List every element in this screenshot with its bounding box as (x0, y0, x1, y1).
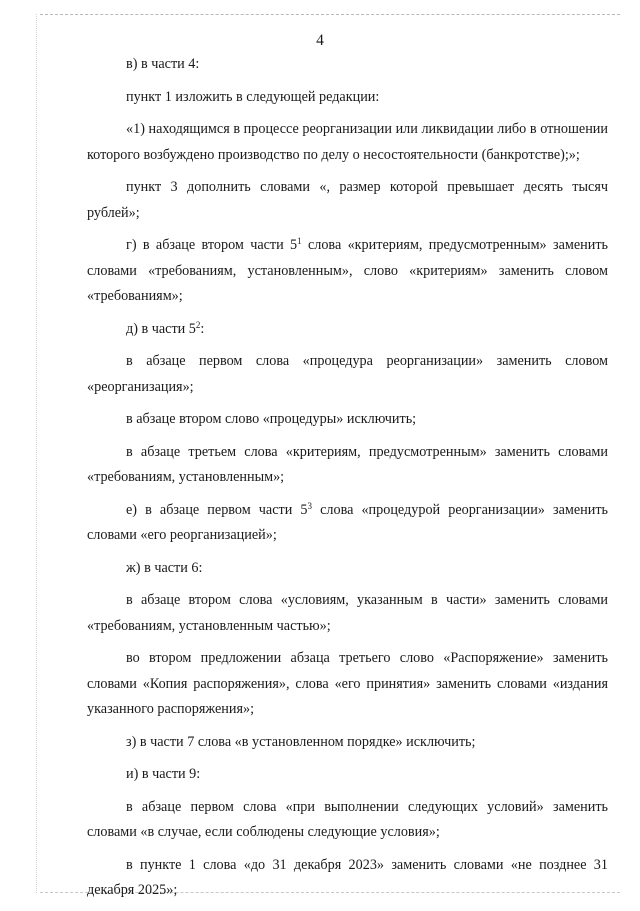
paragraph-point-1-new-edition: пункт 1 изложить в следующей редакции: (126, 88, 380, 105)
paragraph-text: д) в части 5 (126, 320, 196, 337)
superscript: 3 (307, 500, 312, 511)
paragraph-text: слова «критериям, предусмотренным» заменить словами «требованиям, установленным», слово «критериям» заменить словом «требованиям»; (87, 237, 609, 304)
superscript: 1 (297, 236, 302, 246)
paragraph-part-9-point-1: в пункте 1 слова «до 31 декабря 2023» заменить словами «не позднее 31 декабря 2025»; (87, 856, 608, 898)
paragraph-g-part-5-1 (87, 233, 608, 310)
document-body (87, 52, 608, 911)
paragraph-point-1-text: «1) находящимся в процессе реорганизации или ликвидации либо в отношении которого возбуждено производство по делу о несостоятельности (банкротстве);»; (87, 121, 608, 163)
paragraph-i-part-9: и) в части 9: (126, 766, 201, 782)
paragraph-second-abzats: в абзаце втором слово «процедуры» исключить; (126, 411, 417, 427)
paragraph-first-abzats: в абзаце первом слова «процедура реорганизации» заменить словом «реорганизация»; (87, 353, 608, 395)
paragraph-text: : (200, 320, 205, 337)
paragraph-third-abzats: в абзаце третьем слова «критериям, предусмотренным» заменить словами «требованиям, установленным»; (87, 443, 608, 485)
superscript: 2 (195, 319, 201, 330)
paragraph-part-6-second-abzats: в абзаце втором слова «условиям, указанным в части» заменить словами «требованиям, установленным частью»; (87, 592, 608, 634)
paragraph-d-part-5-2 (87, 317, 608, 343)
paragraph-z-part-7: з) в части 7 слова «в установленном порядке» исключить; (126, 733, 476, 750)
paragraph-part-6-third-abzats: во втором предложении абзаца третьего слово «Распоряжение» заменить словами «Копия распоряжения», слова «его принятия» заменить словами «издания указанного распоряжения»; (87, 650, 608, 717)
paragraph-text: г) в абзаце втором части 5 (126, 237, 298, 253)
paragraph-part-9-first-abzats: в абзаце первом слова «при выполнении следующих условий» заменить словами «в случае, если соблюдены следующие условия»; (87, 798, 608, 840)
page-number: 4 (316, 32, 324, 49)
scan-edge-top (40, 14, 620, 15)
paragraph-zh-part-6: ж) в части 6: (126, 559, 203, 576)
paragraph-v-part-4: в) в части 4: (126, 56, 200, 72)
paragraph-point-3-addition: пункт 3 дополнить словами «, размер которой превышает десять тысяч рублей»; (87, 179, 608, 221)
paragraph-text: е) в абзаце первом части 5 (126, 501, 308, 518)
paragraph-e-part-5-3 (87, 498, 608, 549)
scan-edge-left (36, 14, 37, 893)
paragraph-text: слова «процедурой реорганизации» заменить словами «его реорганизацией»; (87, 501, 609, 543)
